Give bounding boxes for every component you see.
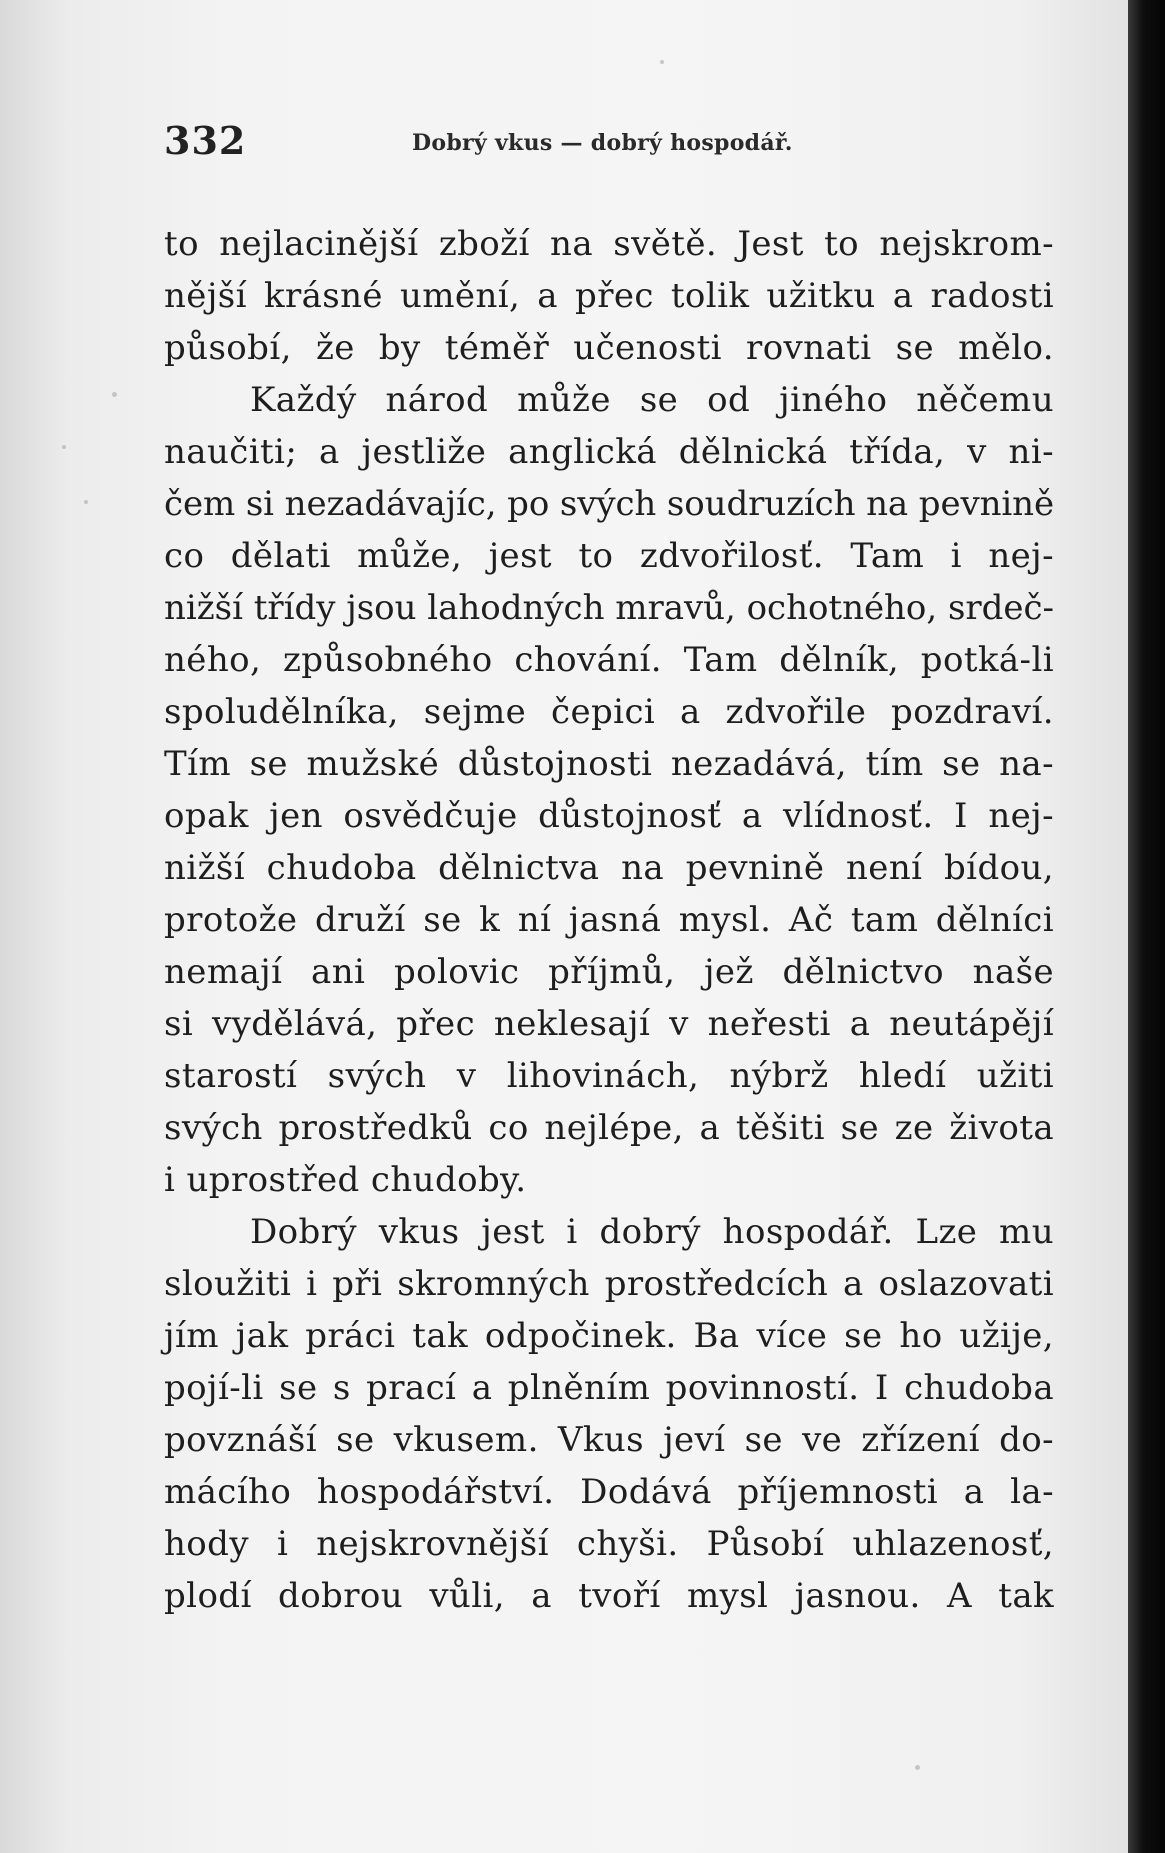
text-line xyxy=(164,530,1054,582)
text-line-content: nější krásné umění, a přec tolik užitku a radosti xyxy=(164,276,1054,316)
text-line-content: Tím se mužské důstojnosti nezadává, tím se na- xyxy=(164,744,1054,784)
text-line-content: nižší třídy jsou lahodných mravů, ochotného, srdeč- xyxy=(164,588,1054,628)
text-line xyxy=(164,374,1054,426)
text-line xyxy=(164,686,1054,738)
text-line xyxy=(164,894,1054,946)
text-line-content: si vydělává, přec neklesají v neřesti a neutápějí xyxy=(164,1004,1054,1044)
text-line xyxy=(164,1414,1054,1466)
body-text xyxy=(164,218,1054,1622)
text-line xyxy=(164,634,1054,686)
text-line xyxy=(164,426,1054,478)
text-line xyxy=(164,322,1054,374)
text-line-content: plodí dobrou vůli, a tvoří mysl jasnou. A tak xyxy=(164,1576,1054,1616)
text-line xyxy=(164,478,1054,530)
text-line-content: i uprostřed chudoby. xyxy=(164,1160,527,1200)
text-line-content: Dobrý vkus jest i dobrý hospodář. Lze mu xyxy=(250,1212,1054,1252)
text-line-content: ného, způsobného chování. Tam dělník, potká-li xyxy=(164,640,1054,680)
text-line-content: pojí-li se s prací a plněním povinností. I chudoba xyxy=(164,1368,1054,1408)
paper-speck xyxy=(915,1765,920,1770)
text-line xyxy=(164,1570,1054,1622)
text-line xyxy=(164,998,1054,1050)
text-line-content: jím jak práci tak odpočinek. Ba více se ho užije, xyxy=(164,1316,1054,1356)
text-line xyxy=(164,1258,1054,1310)
text-line-content: hody i nejskrovnější chyši. Působí uhlazenosť, xyxy=(164,1524,1054,1564)
paper-speck xyxy=(62,445,66,449)
running-title: Dobrý vkus — dobrý hospodář. xyxy=(412,130,793,156)
text-line xyxy=(164,218,1054,270)
text-line-content: mácího hospodářství. Dodává příjemnosti a la- xyxy=(164,1472,1054,1512)
text-line-content: co dělati může, jest to zdvořilosť. Tam i nej- xyxy=(164,536,1054,576)
text-line-content: sloužiti i při skromných prostředcích a oslazovati xyxy=(164,1264,1054,1304)
text-line-content: čem si nezadávajíc, po svých soudruzích na pevnině xyxy=(164,484,1054,524)
text-line xyxy=(164,1362,1054,1414)
text-line-content: protože druží se k ní jasná mysl. Ač tam dělníci xyxy=(164,900,1054,940)
text-line xyxy=(164,946,1054,998)
text-line xyxy=(164,842,1054,894)
text-line xyxy=(164,1466,1054,1518)
text-line-content: působí, že by téměř učenosti rovnati se mělo. xyxy=(164,328,1054,368)
text-line-content: povznáší se vkusem. Vkus jeví se ve zřízení do- xyxy=(164,1420,1054,1460)
paper-speck xyxy=(660,60,664,64)
text-line-content: to nejlacinější zboží na světě. Jest to nejskrom- xyxy=(164,224,1054,264)
text-line-content: nižší chudoba dělnictva na pevnině není bídou, xyxy=(164,848,1054,888)
text-line-content: spoludělníka, sejme čepici a zdvořile pozdraví. xyxy=(164,692,1054,732)
text-line-content: opak jen osvědčuje důstojnosť a vlídnosť. I nej- xyxy=(164,796,1054,836)
text-line-content: starostí svých v lihovinách, nýbrž hledí užiti xyxy=(164,1056,1054,1096)
page-number: 332 xyxy=(164,118,247,163)
text-line xyxy=(164,738,1054,790)
page-header xyxy=(164,118,1064,168)
paper-speck xyxy=(84,500,88,504)
text-line xyxy=(164,582,1054,634)
text-line xyxy=(164,1206,1054,1258)
text-line-content: svých prostředků co nejlépe, a těšiti se ze života xyxy=(164,1108,1054,1148)
text-line xyxy=(164,1102,1054,1154)
paper-speck xyxy=(112,392,117,397)
text-line xyxy=(164,790,1054,842)
text-line-content: nemají ani polovic příjmů, jež dělnictvo naše xyxy=(164,952,1054,992)
text-line xyxy=(164,1154,1054,1206)
text-line xyxy=(164,270,1054,322)
text-line-content: Každý národ může se od jiného něčemu xyxy=(250,380,1054,420)
page-edge-shadow xyxy=(1128,0,1165,1853)
text-line xyxy=(164,1310,1054,1362)
text-line-content: naučiti; a jestliže anglická dělnická třída, v ni- xyxy=(164,432,1054,472)
text-line xyxy=(164,1518,1054,1570)
text-line xyxy=(164,1050,1054,1102)
